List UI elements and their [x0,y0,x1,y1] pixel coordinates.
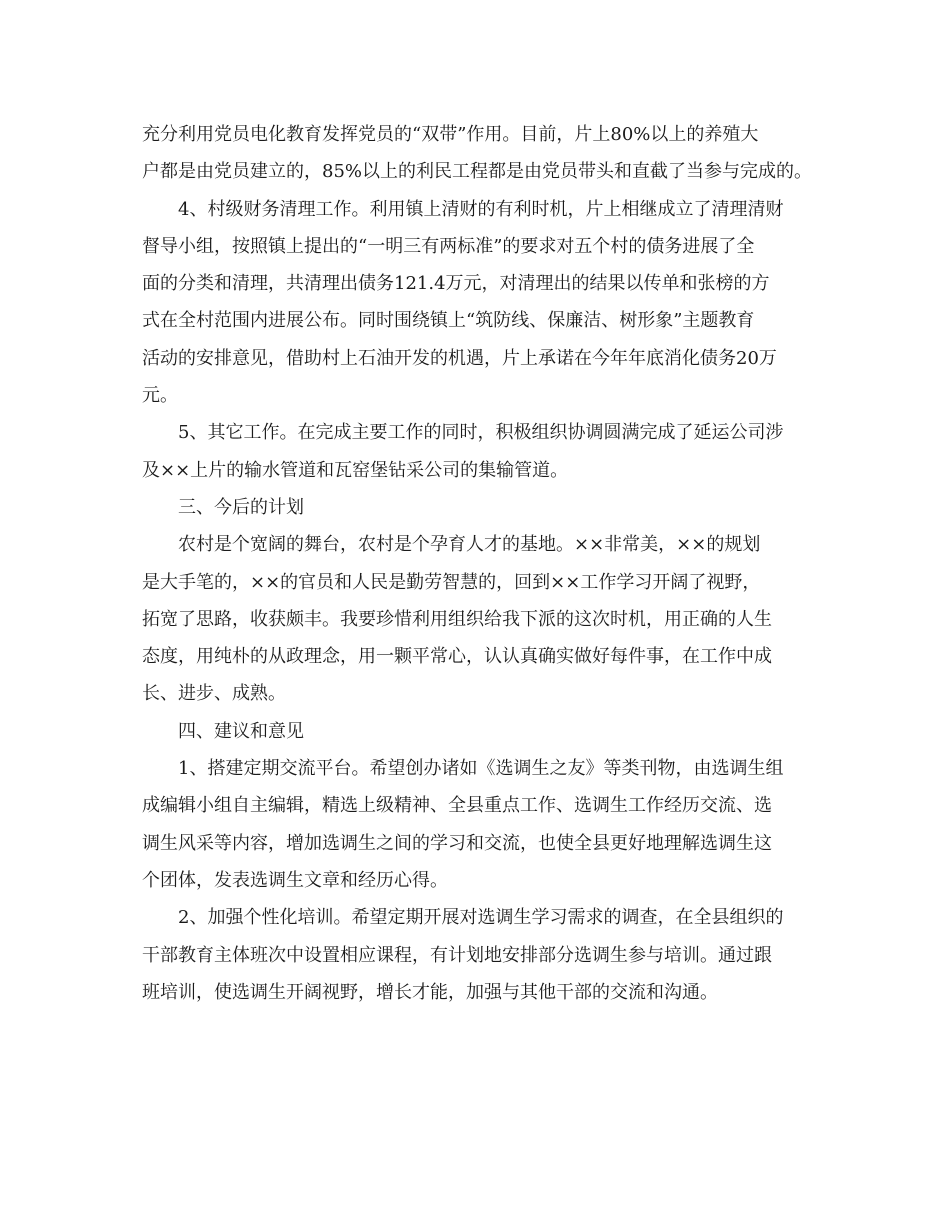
text-line: 活动的安排意见，借助村上石油开发的机遇，片上承诺在今年年底消化债务20万 [142,347,777,369]
text-line: 户都是由党员建立的，85%以上的利民工程都是由党员带头和直截了当参与完成的。 [142,161,813,183]
section-heading: 三、今后的计划 [178,496,304,518]
text-line-paragraph-start: 4、村级财务清理工作。利用镇上清财的有利时机，片上相继成立了清理清财 [178,198,784,220]
text-line: 成编辑小组自主编辑，精选上级精神、全县重点工作、选调生工作经历交流、选 [142,795,772,817]
text-line-paragraph-start: 农村是个宽阔的舞台，农村是个孕育人才的基地。××非常美，××的规划 [178,534,761,556]
text-line: 态度，用纯朴的从政理念，用一颗平常心，认认真确实做好每件事，在工作中成 [142,646,772,668]
text-line: 是大手笔的，××的官员和人民是勤劳智慧的，回到××工作学习开阔了视野， [142,571,761,593]
text-line-paragraph-start: 1、搭建定期交流平台。希望创办诸如《选调生之友》等类刊物，由选调生组 [178,758,784,780]
text-line: 长、进步、成熟。 [142,683,286,705]
text-line: 督导小组，按照镇上提出的“一明三有两标准”的要求对五个村的债务进展了全 [142,235,755,257]
document-body [142,116,822,1011]
text-line: 拓宽了思路，收获颇丰。我要珍惜利用组织给我下派的这次时机，用正确的人生 [142,608,772,630]
text-line: 式在全村范围内进展公布。同时围绕镇上“筑防线、保廉洁、树形象”主题教育 [142,310,755,332]
text-line: 元。 [142,385,178,407]
text-line-paragraph-start: 5、其它工作。在完成主要工作的同时，积极组织协调圆满完成了延运公司涉 [178,422,784,444]
text-line: 干部教育主体班次中设置相应课程，有计划地安排部分选调生参与培训。通过跟 [142,944,772,966]
text-line: 个团体，发表选调生文章和经历心得。 [142,869,448,891]
text-line: 班培训，使选调生开阔视野，增长才能，加强与其他干部的交流和沟通。 [142,981,718,1003]
text-line: 及××上片的输水管道和瓦窑堡钻采公司的集输管道。 [142,459,569,481]
text-line: 充分利用党员电化教育发挥党员的“双带”作用。目前，片上80%以上的养殖大 [142,124,759,145]
text-line: 调生风采等内容，增加选调生之间的学习和交流，也使全县更好地理解选调生这 [142,832,772,854]
text-line: 面的分类和清理，共清理出债务121.4万元，对清理出的结果以传单和张榜的方 [142,273,770,295]
text-line-paragraph-start: 2、加强个性化培训。希望定期开展对选调生学习需求的调查，在全县组织的 [178,907,784,929]
section-heading: 四、建议和意见 [178,720,304,742]
